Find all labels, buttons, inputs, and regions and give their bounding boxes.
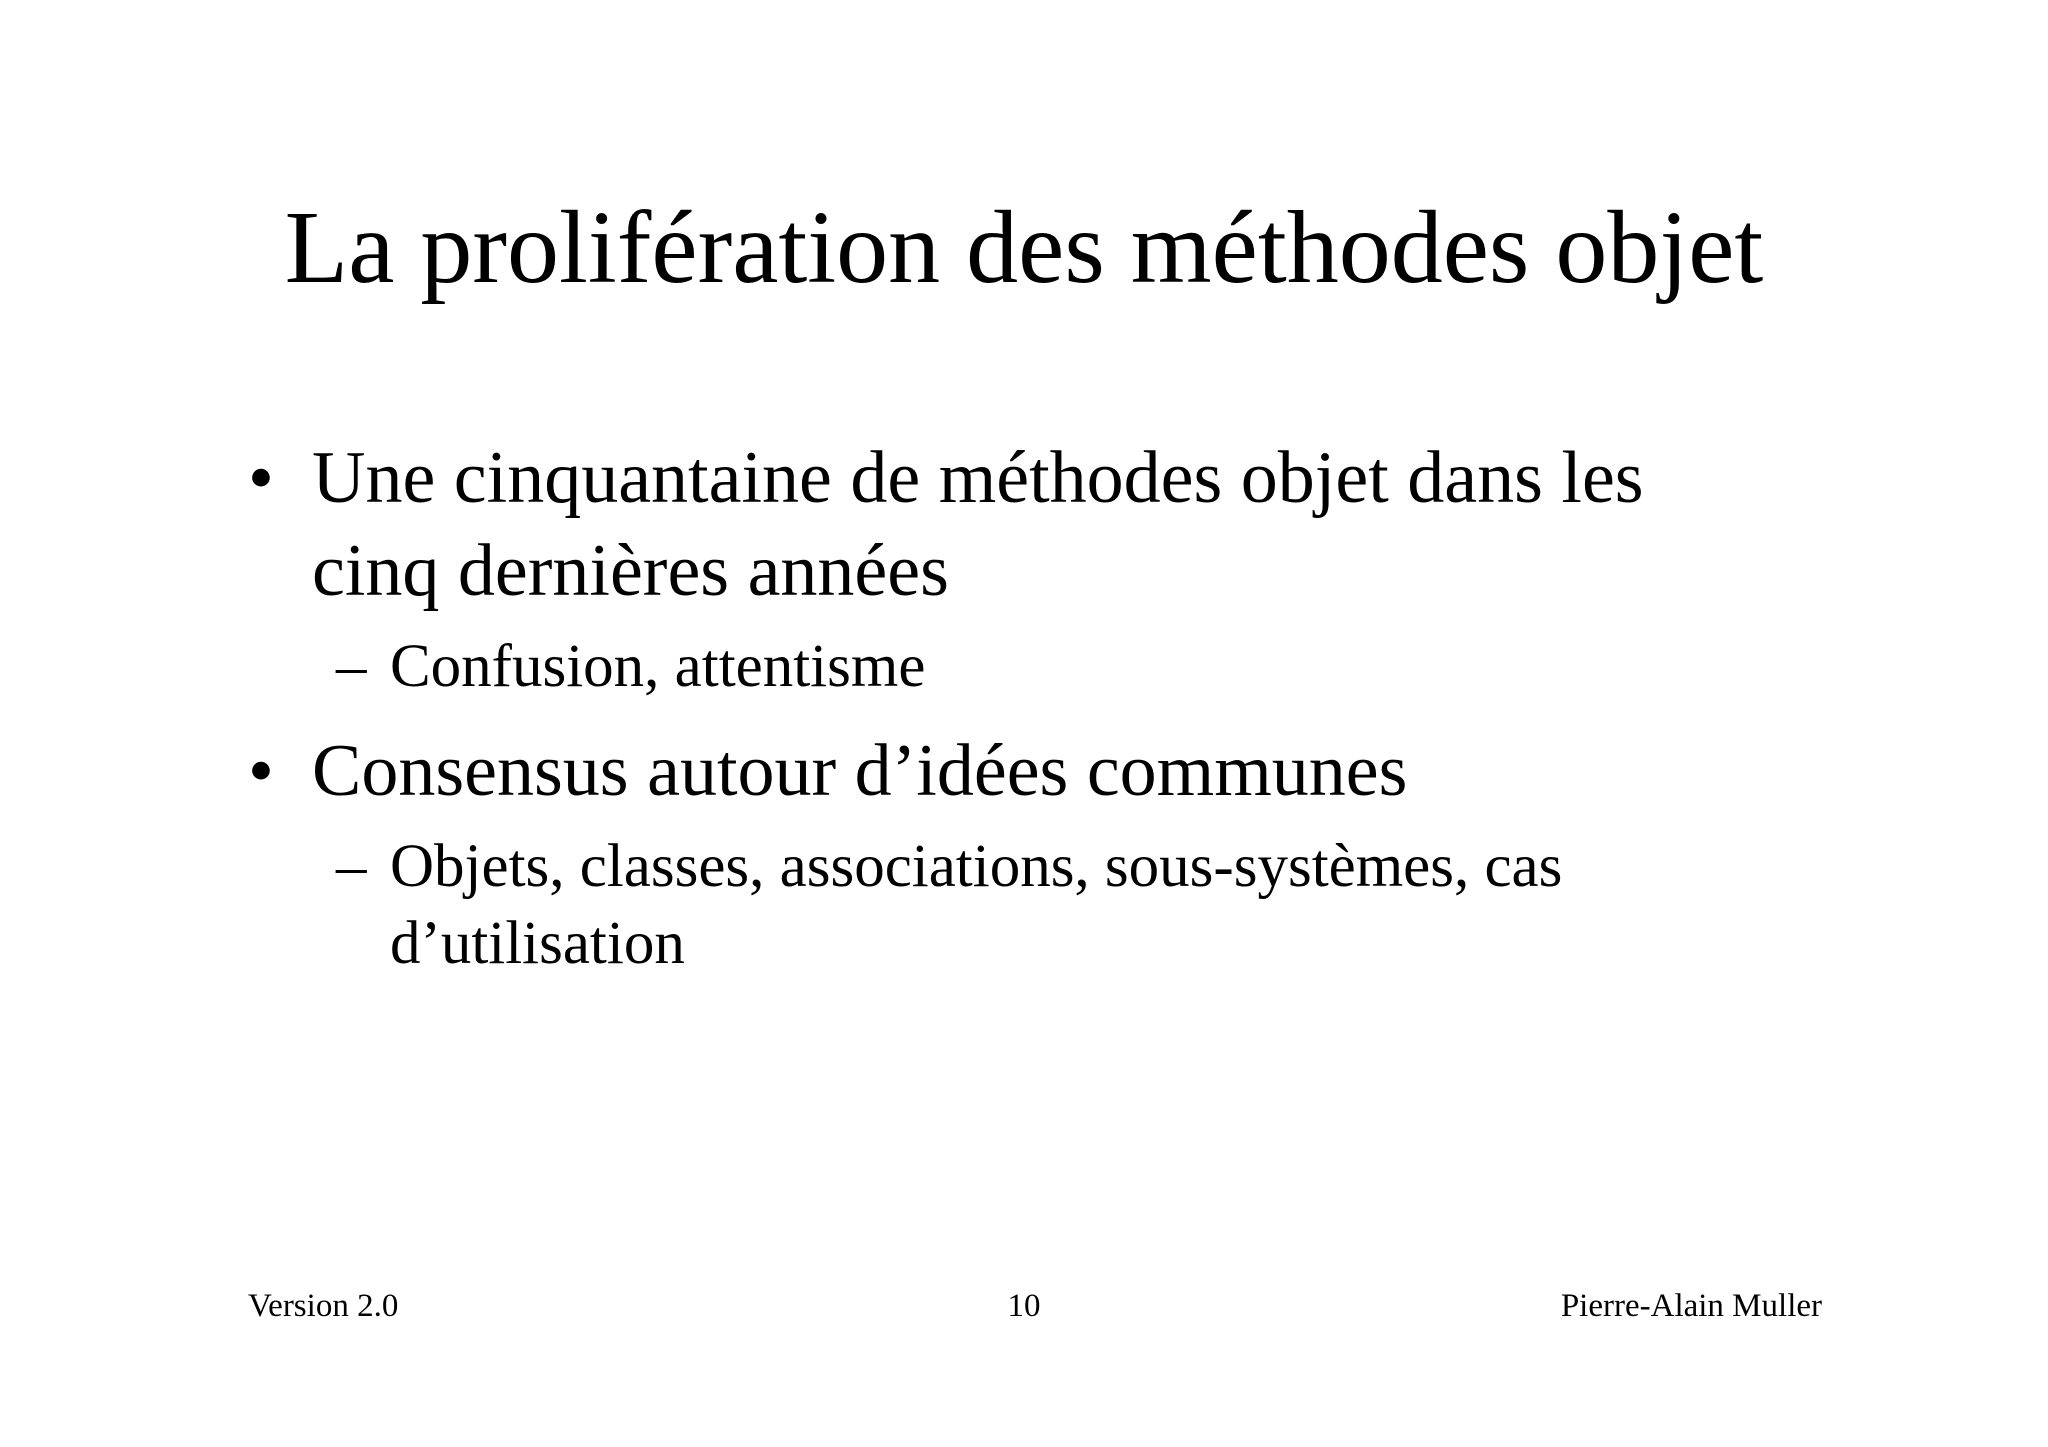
dash-marker: – <box>336 833 367 900</box>
sub-item-text: Objets, classes, associations, sous-systèmes, cas d’utilisation <box>390 833 1563 977</box>
bullet-text: Consensus autour d’idées communes <box>312 730 1408 812</box>
bullet-item-1 <box>248 432 1788 618</box>
slide-title: La prolifération des méthodes objet <box>284 190 1764 305</box>
bullet-marker: • <box>248 730 274 812</box>
bullet-marker: • <box>248 437 274 519</box>
sub-item-text: Confusion, attentisme <box>390 633 926 700</box>
slide-content <box>248 432 1788 982</box>
dash-marker: – <box>336 633 367 700</box>
footer-version: Version 2.0 <box>248 1288 399 1324</box>
sub-item-1-1 <box>336 628 1788 705</box>
bullet-item-2 <box>248 725 1788 818</box>
bullet-text: Une cinquantaine de méthodes objet dans les cinq dernières années <box>312 437 1644 612</box>
footer-page-number: 10 <box>1007 1288 1041 1324</box>
sub-item-2-1 <box>336 828 1788 982</box>
footer-author: Pierre-Alain Muller <box>1560 1288 1822 1324</box>
